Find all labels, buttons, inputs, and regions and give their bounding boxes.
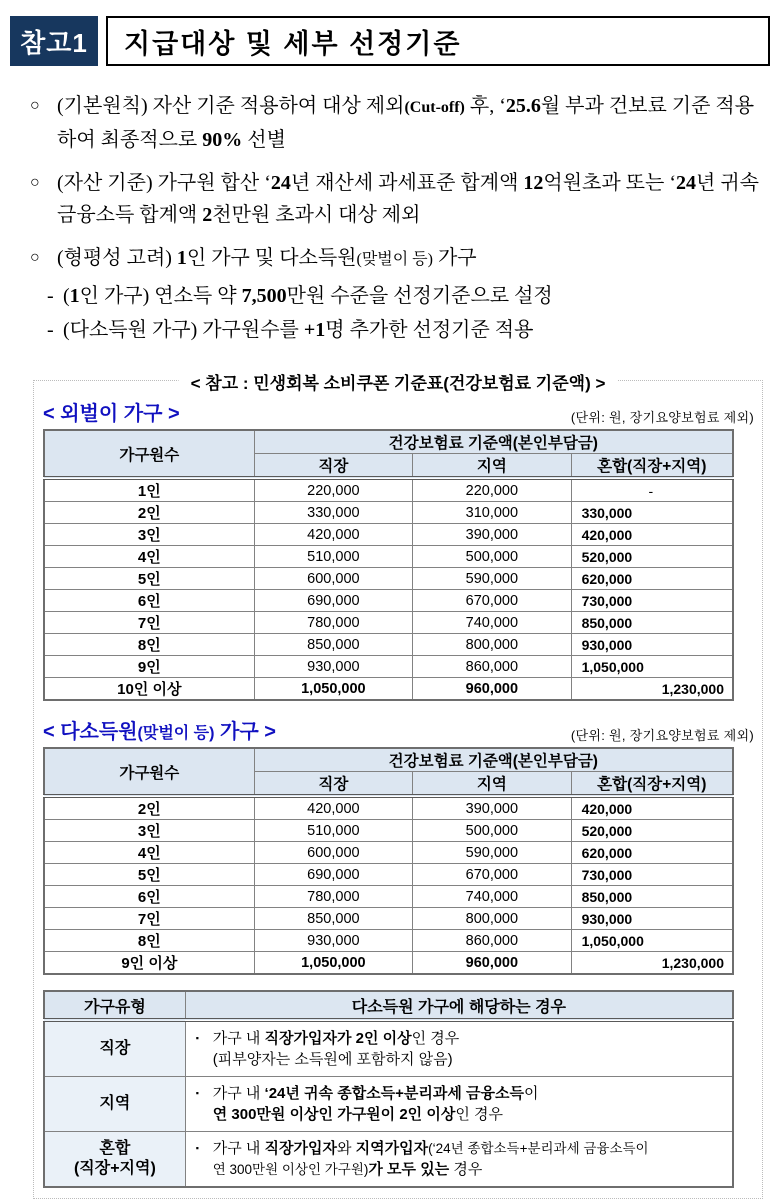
household-size-cell: 3인 bbox=[44, 524, 254, 546]
employee-premium-cell: 780,000 bbox=[254, 886, 412, 908]
premium-group-header: 건강보험료 기준액(본인부담금) bbox=[254, 430, 733, 454]
description-line bbox=[196, 1049, 728, 1070]
employee-premium-cell: 220,000 bbox=[254, 478, 412, 502]
household-size-cell: 8인 bbox=[44, 930, 254, 952]
square-bullet-icon: ▪ bbox=[195, 1143, 199, 1153]
mixed-premium-cell: 1,230,000 bbox=[571, 952, 733, 975]
table-row bbox=[44, 502, 733, 524]
table-header bbox=[44, 991, 733, 1020]
table-row bbox=[44, 656, 733, 678]
mixed-premium-cell: 520,000 bbox=[571, 546, 733, 568]
multi-income-table-title: < 다소득원(맞벌이 등) 가구 > bbox=[43, 721, 276, 743]
case-description bbox=[185, 1132, 733, 1188]
row-label-text: 직장 bbox=[99, 1040, 131, 1057]
section-header bbox=[10, 16, 770, 66]
household-size-cell: 9인 bbox=[44, 656, 254, 678]
table-row bbox=[44, 842, 733, 864]
case-description bbox=[185, 1020, 733, 1077]
regional-premium-cell: 590,000 bbox=[413, 842, 571, 864]
household-size-cell: 2인 bbox=[44, 502, 254, 524]
mixed-premium-cell: 330,000 bbox=[571, 502, 733, 524]
mixed-premium-cell: 930,000 bbox=[571, 908, 733, 930]
household-size-cell: 7인 bbox=[44, 612, 254, 634]
table-row bbox=[44, 546, 733, 568]
table-body bbox=[44, 796, 733, 974]
employee-premium-cell: 690,000 bbox=[254, 590, 412, 612]
regional-premium-cell: 740,000 bbox=[413, 886, 571, 908]
circle-bullet-icon: ○ bbox=[30, 249, 40, 266]
table-header bbox=[44, 748, 733, 796]
employee-premium-cell: 930,000 bbox=[254, 930, 412, 952]
mixed-column-header: 혼합(직장+지역) bbox=[571, 454, 733, 479]
employee-premium-cell: 420,000 bbox=[254, 524, 412, 546]
regional-premium-cell: 590,000 bbox=[413, 568, 571, 590]
bullet-basic-principle bbox=[30, 90, 768, 156]
description-line bbox=[196, 1138, 728, 1159]
table-body bbox=[44, 1020, 733, 1187]
bullet-text: (자산 기준) 가구원 합산 ‘24년 재산세 과세표준 합계액 12억원초과 또는 ‘24년 귀속 금융소득 합계액 2천만원 초과시 대상 제외 bbox=[57, 172, 759, 226]
employee-premium-cell: 930,000 bbox=[254, 656, 412, 678]
description-text: 가구 내 직장가입자와 지역가입자(‘24년 종합소득+분리과세 금융소득이 bbox=[212, 1140, 649, 1157]
unit-note: (단위: 원, 장기요양보험료 제외) bbox=[570, 410, 754, 425]
mixed-column-header: 혼합(직장+지역) bbox=[571, 772, 733, 797]
regional-premium-cell: 670,000 bbox=[413, 864, 571, 886]
employee-premium-cell: 510,000 bbox=[254, 820, 412, 842]
bullet-text: (1인 가구) 연소득 약 7,500만원 수준을 선정기준으로 설정 bbox=[63, 285, 553, 307]
multi-income-section bbox=[43, 715, 754, 975]
bullet-text: (기본원칙) 자산 기준 적용하여 대상 제외(Cut-off) 후, ‘25.6월 부과 건보료 기준 적용하여 최종적으로 90% 선별 bbox=[57, 95, 755, 151]
employee-premium-cell: 510,000 bbox=[254, 546, 412, 568]
regional-premium-cell: 220,000 bbox=[413, 478, 571, 502]
row-label bbox=[44, 1132, 185, 1188]
table-body bbox=[44, 478, 733, 700]
dash-bullet-icon: - bbox=[47, 319, 54, 341]
square-bullet-icon: ▪ bbox=[195, 1088, 199, 1098]
mixed-premium-cell: 850,000 bbox=[571, 612, 733, 634]
table-row bbox=[44, 634, 733, 656]
sub-bullet-multi-income bbox=[47, 314, 768, 346]
table-row bbox=[44, 568, 733, 590]
regional-premium-cell: 310,000 bbox=[413, 502, 571, 524]
mixed-premium-cell: - bbox=[571, 478, 733, 502]
single-income-table bbox=[43, 429, 734, 701]
regional-premium-cell: 960,000 bbox=[413, 678, 571, 701]
square-bullet-icon: ▪ bbox=[195, 1033, 199, 1043]
description-line bbox=[196, 1028, 728, 1049]
description-text: 가구 내 직장가입자가 2인 이상인 경우 bbox=[212, 1030, 460, 1047]
household-size-cell: 4인 bbox=[44, 546, 254, 568]
case-description bbox=[185, 1077, 733, 1132]
description-text: (피부양자는 소득원에 포함하지 않음) bbox=[212, 1051, 453, 1068]
household-size-cell: 6인 bbox=[44, 886, 254, 908]
employee-premium-cell: 600,000 bbox=[254, 568, 412, 590]
description-text: 연 300만원 이상인 가구원이 2인 이상인 경우 bbox=[212, 1106, 503, 1123]
mixed-premium-cell: 930,000 bbox=[571, 634, 733, 656]
reference-box-title: < 참고 : 민생회복 소비쿠폰 기준표(건강보험료 기준액) > bbox=[179, 369, 618, 394]
regional-premium-cell: 740,000 bbox=[413, 612, 571, 634]
multi-income-table bbox=[43, 747, 734, 975]
reference-badge: 참고1 bbox=[10, 16, 98, 66]
row-label-text: 지역 bbox=[99, 1095, 131, 1112]
regional-premium-cell: 800,000 bbox=[413, 634, 571, 656]
mixed-premium-cell: 620,000 bbox=[571, 842, 733, 864]
household-size-cell: 6인 bbox=[44, 590, 254, 612]
table-row bbox=[44, 612, 733, 634]
regional-premium-cell: 800,000 bbox=[413, 908, 571, 930]
household-size-cell: 1인 bbox=[44, 478, 254, 502]
table-row-mixed bbox=[44, 1132, 733, 1188]
bullet-text: (다소득원 가구) 가구원수를 +1명 추가한 선정기준 적용 bbox=[63, 319, 534, 341]
table-row bbox=[44, 930, 733, 952]
employee-premium-cell: 690,000 bbox=[254, 864, 412, 886]
circle-bullet-icon: ○ bbox=[30, 97, 40, 114]
reference-table-box bbox=[33, 374, 763, 1199]
row-label-subtext: (직장+지역) bbox=[73, 1160, 156, 1177]
description-text: 연 300만원 이상인 가구원)가 모두 있는 경우 bbox=[212, 1161, 483, 1178]
employee-premium-cell: 600,000 bbox=[254, 842, 412, 864]
table-row-regional bbox=[44, 1077, 733, 1132]
table-row bbox=[44, 820, 733, 842]
regional-premium-cell: 500,000 bbox=[413, 546, 571, 568]
regional-premium-cell: 390,000 bbox=[413, 524, 571, 546]
bullet-asset-criteria bbox=[30, 167, 768, 231]
table-row bbox=[44, 796, 733, 820]
employee-premium-cell: 780,000 bbox=[254, 612, 412, 634]
table-row bbox=[44, 886, 733, 908]
regional-column-header: 지역 bbox=[413, 772, 571, 797]
bullet-equity-consideration bbox=[30, 242, 768, 276]
row-label bbox=[44, 1077, 185, 1132]
household-size-cell: 5인 bbox=[44, 568, 254, 590]
regional-premium-cell: 670,000 bbox=[413, 590, 571, 612]
household-size-cell: 10인 이상 bbox=[44, 678, 254, 701]
table-row bbox=[44, 952, 733, 975]
table-row bbox=[44, 590, 733, 612]
premium-group-header: 건강보험료 기준액(본인부담금) bbox=[254, 748, 733, 772]
mixed-premium-cell: 1,230,000 bbox=[571, 678, 733, 701]
mixed-premium-cell: 1,050,000 bbox=[571, 930, 733, 952]
multi-income-case-header: 다소득원 가구에 해당하는 경우 bbox=[185, 991, 733, 1020]
mixed-premium-cell: 520,000 bbox=[571, 820, 733, 842]
mixed-premium-cell: 730,000 bbox=[571, 864, 733, 886]
household-size-cell: 8인 bbox=[44, 634, 254, 656]
description-line bbox=[196, 1104, 728, 1125]
employee-premium-cell: 850,000 bbox=[254, 634, 412, 656]
mixed-premium-cell: 420,000 bbox=[571, 796, 733, 820]
household-size-cell: 3인 bbox=[44, 820, 254, 842]
table-title-row bbox=[43, 397, 754, 426]
regional-premium-cell: 860,000 bbox=[413, 656, 571, 678]
household-size-header: 가구원수 bbox=[44, 748, 254, 796]
dash-bullet-icon: - bbox=[47, 285, 54, 307]
table-row bbox=[44, 864, 733, 886]
mixed-premium-cell: 850,000 bbox=[571, 886, 733, 908]
employee-premium-cell: 420,000 bbox=[254, 796, 412, 820]
single-income-table-title: < 외벌이 가구 > bbox=[43, 403, 180, 425]
mixed-premium-cell: 1,050,000 bbox=[571, 656, 733, 678]
regional-premium-cell: 960,000 bbox=[413, 952, 571, 975]
bullet-text: (형평성 고려) 1인 가구 및 다소득원(맞벌이 등) 가구 bbox=[57, 247, 477, 269]
table-row bbox=[44, 908, 733, 930]
bullet-list bbox=[30, 90, 768, 346]
employee-column-header: 직장 bbox=[254, 454, 412, 479]
mixed-premium-cell: 730,000 bbox=[571, 590, 733, 612]
table-title-row bbox=[43, 715, 754, 744]
household-size-cell: 2인 bbox=[44, 796, 254, 820]
table-row-employee bbox=[44, 1020, 733, 1077]
household-size-cell: 7인 bbox=[44, 908, 254, 930]
unit-note: (단위: 원, 장기요양보험료 제외) bbox=[570, 728, 754, 743]
regional-premium-cell: 390,000 bbox=[413, 796, 571, 820]
employee-column-header: 직장 bbox=[254, 772, 412, 797]
regional-premium-cell: 500,000 bbox=[413, 820, 571, 842]
household-size-cell: 9인 이상 bbox=[44, 952, 254, 975]
description-text: 가구 내 ‘24년 귀속 종합소득+분리과세 금융소득이 bbox=[212, 1085, 539, 1102]
table-row bbox=[44, 524, 733, 546]
row-label-text: 혼합 bbox=[99, 1140, 131, 1157]
sub-bullet-single-person bbox=[47, 280, 768, 312]
table-header bbox=[44, 430, 733, 478]
household-type-header: 가구유형 bbox=[44, 991, 185, 1020]
household-size-header: 가구원수 bbox=[44, 430, 254, 478]
description-line bbox=[196, 1159, 728, 1180]
row-label bbox=[44, 1020, 185, 1077]
table-row bbox=[44, 678, 733, 701]
employee-premium-cell: 330,000 bbox=[254, 502, 412, 524]
single-income-section bbox=[43, 397, 754, 701]
page-title: 지급대상 및 세부 선정기준 bbox=[106, 16, 770, 66]
mixed-premium-cell: 620,000 bbox=[571, 568, 733, 590]
circle-bullet-icon: ○ bbox=[30, 174, 40, 191]
employee-premium-cell: 1,050,000 bbox=[254, 952, 412, 975]
description-line bbox=[196, 1083, 728, 1104]
regional-column-header: 지역 bbox=[413, 454, 571, 479]
table-row bbox=[44, 478, 733, 502]
regional-premium-cell: 860,000 bbox=[413, 930, 571, 952]
mixed-premium-cell: 420,000 bbox=[571, 524, 733, 546]
employee-premium-cell: 1,050,000 bbox=[254, 678, 412, 701]
household-size-cell: 5인 bbox=[44, 864, 254, 886]
household-size-cell: 4인 bbox=[44, 842, 254, 864]
household-type-table bbox=[43, 990, 734, 1188]
employee-premium-cell: 850,000 bbox=[254, 908, 412, 930]
